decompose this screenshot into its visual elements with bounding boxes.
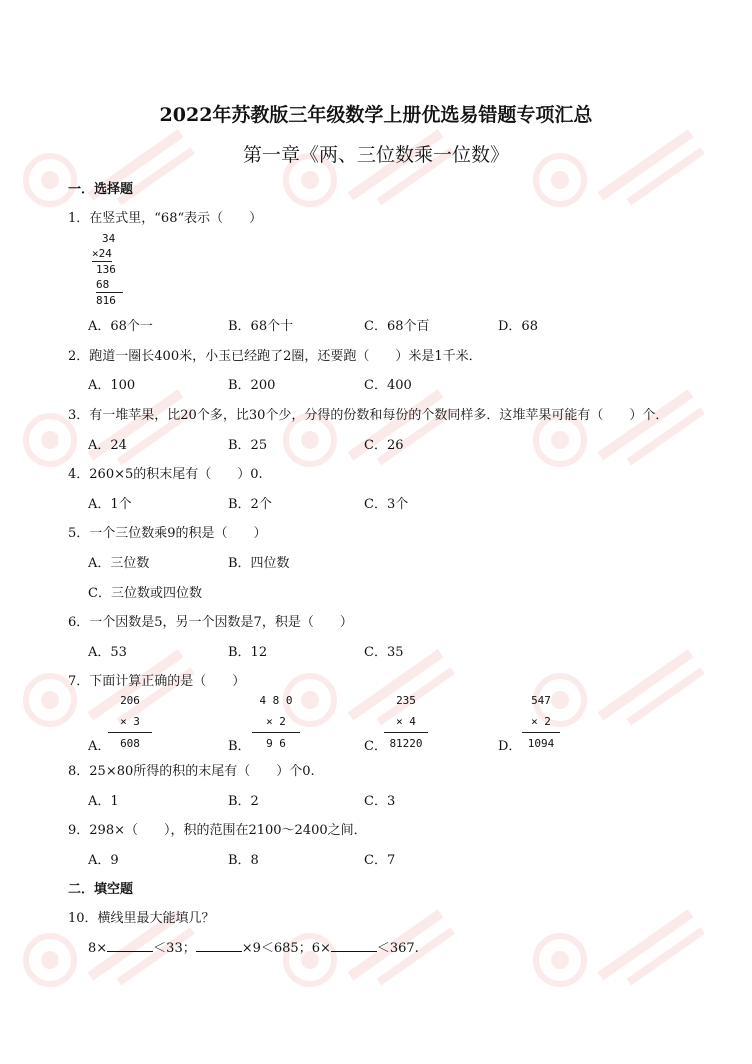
q6-option-a: A．53 [88,645,127,660]
q2-option-a: A．100 [88,378,136,393]
calc-top: 206 [120,694,140,707]
question-1: 1．在竖式里，“68“表示（ ） [68,211,263,226]
question-3: 3．有一堆苹果，比20个多，比30个少，分得的份数和每份的个数同样多．这堆苹果可能有（ ）个． [68,408,669,423]
chapter-title: 第一章《两、三位数乘一位数》 [242,144,509,166]
watermark-logo-icon [530,120,730,240]
q7-option-a-label: A． [88,739,111,754]
watermark-logo-icon [280,120,480,240]
question-7: 7．下面计算正确的是（ ） [68,674,246,689]
q1-option-a: A．68个一 [88,319,153,334]
calc-line: 34 [102,232,116,245]
calc-line: ×24 [92,247,112,260]
q10-part: 8× [88,941,108,956]
q9-option-a: A．9 [88,853,119,868]
q2-option-c: C．400 [364,378,412,393]
calc-line: 816 [96,294,116,307]
question-2: 2．跑道一圈长400米，小玉已经跑了2圈，还要跑（ ）米是1千米． [68,349,482,364]
q9-option-c: C．7 [364,853,396,868]
calc-line: 68 [96,277,123,293]
calc-top: 547 [531,694,551,707]
q4-option-c: C．3个 [364,497,409,512]
q7-option-b-calc [252,690,300,754]
q2-option-b: B．200 [228,378,276,393]
q1-option-c: C．68个百 [364,319,430,334]
section-fill-heading: 二．填空题 [68,882,134,897]
watermark-logo-icon [280,900,480,1020]
document-title: 2022年苏教版三年级数学上册优选易错题专项汇总 [159,104,593,126]
q1-option-b: B．68个十 [228,319,294,334]
q7-option-c-calc [384,690,428,754]
q5-option-b: B．四位数 [228,556,290,571]
answer-blank[interactable] [331,939,377,952]
q8-option-b: B．2 [228,794,259,809]
calc-result: 9 6 [266,737,286,750]
q7-option-c-label: C． [364,739,387,754]
calc-line: 136 [96,263,116,276]
calc-top: 4 8 0 [259,694,293,707]
q1-vertical-calc [92,231,123,308]
calc-result: 81220 [389,737,423,750]
q5-option-a: A．三位数 [88,556,150,571]
q8-option-c: C．3 [364,794,396,809]
q10-fill-line [88,937,419,956]
q1-option-d: D．68 [498,319,538,334]
q4-option-b: B．2个 [228,497,272,512]
q7-option-d-calc [522,690,560,754]
q3-option-a: A．24 [88,438,127,453]
watermark-logo-icon [530,900,730,1020]
q10-part: ＜33； [153,941,196,956]
question-10: 10．横线里最大能填几？ [68,911,215,926]
q10-part: ＜367. [376,941,419,956]
calc-mul: × 3 [120,715,140,728]
answer-blank[interactable] [107,939,153,952]
answer-blank[interactable] [196,939,242,952]
q10-part: ×9＜685；6× [241,941,331,956]
question-8: 8．25×80所得的积的末尾有（ ）个0. [68,764,315,779]
question-9: 9．298×（ ），积的范围在2100～2400之间． [68,823,367,838]
calc-mul: × 2 [531,715,551,728]
q7-option-b-label: B． [228,739,251,754]
calc-result: 1094 [527,737,555,750]
q7-option-d-label: D． [498,739,522,754]
q3-option-b: B．25 [228,438,268,453]
q3-option-c: C．26 [364,438,404,453]
q6-option-c: C．35 [364,645,404,660]
q5-option-c: C．三位数或四位数 [88,586,202,601]
q9-option-b: B．8 [228,853,259,868]
q7-option-a-calc [108,690,152,754]
watermark-logo-icon [530,380,730,500]
question-4: 4．260×5的积末尾有（ ）0. [68,467,263,482]
calc-top: 235 [396,694,416,707]
calc-mul: × 2 [266,715,286,728]
question-5: 5．一个三位数乘9的积是（ ） [68,526,267,541]
q6-option-b: B．12 [228,645,268,660]
q8-option-a: A．1 [88,794,119,809]
section-choice-heading: 一．选择题 [68,182,134,197]
watermark-logo-icon [530,640,730,760]
question-6: 6．一个因数是5，另一个因数是7，积是（ ） [68,615,353,630]
calc-mul: × 4 [396,715,416,728]
q4-option-a: A．1个 [88,497,132,512]
calc-result: 608 [120,737,140,750]
